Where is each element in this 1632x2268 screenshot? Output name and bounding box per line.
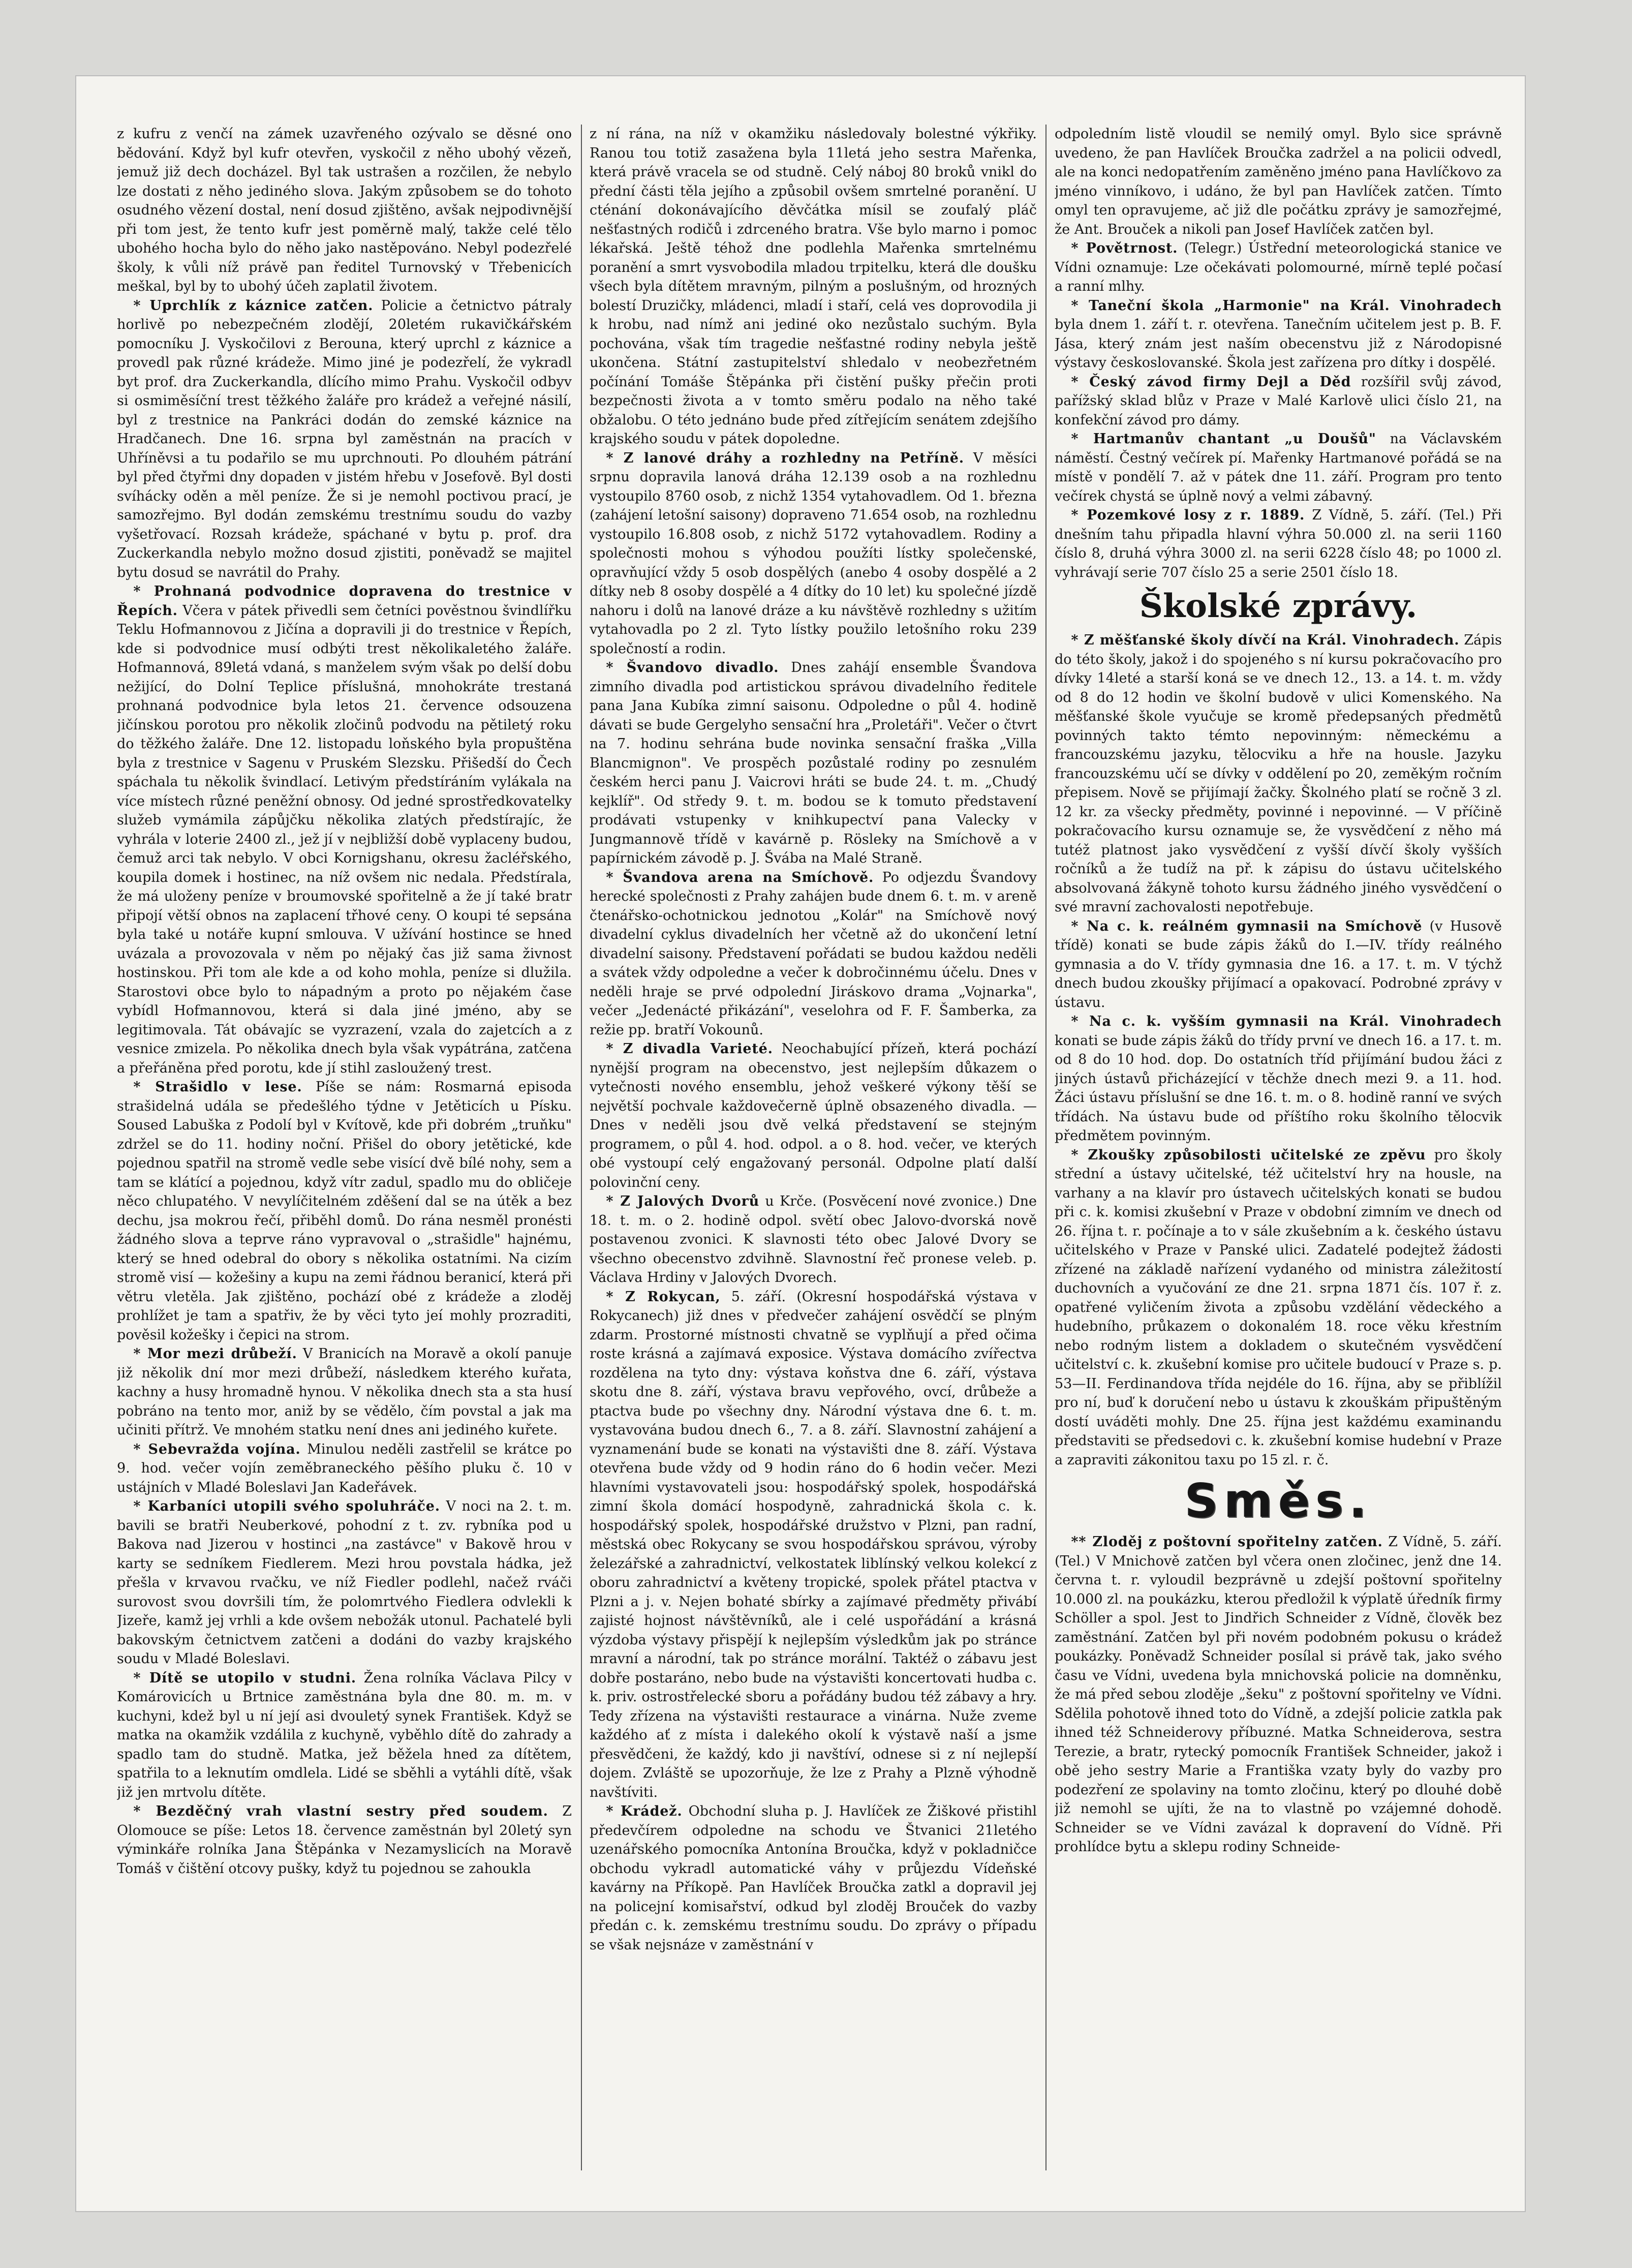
news-item-headline: * Prohnaná podvodnice dopravena do trestnice v Řepích. [117, 584, 572, 619]
news-item [1055, 296, 1502, 373]
news-item-text: na Václavském náměstí. Čestný večírek pí. Mařenky Hartmanové pořádá se na místě v pondělí 7. až v pátek dne 11. září. Program pro tento večírek chystá se úplně nový a velmi zábavný. [1055, 431, 1502, 504]
news-item-headline: * Bezděčný vrah vlastní sestry před soudem. [133, 1803, 548, 1819]
news-item-text: V noci na 2. t. m. bavili se bratři Neuberkové, pohodní z t. zv. rybníka pod u Bakova nad Jizerou v hostinci „na zastávce" v Bakově hrou v karty se sedníkem Fiedlerem. Mezi hrou povstala hádka, jež přešla v krvavou rvačku, ve níž Fiedler podlehl, načež rváči surovost svou dovršili tím, že polomrtvého Fiedlera odvlekli k Jizeře, kamž jej vrhli a kde ovšem nebožák utonul. Pachatelé byli bakovským četnictvem zatčeni a dodáni do vazby krajského soudu v Mladé Boleslavi. [117, 1498, 572, 1667]
news-item [1055, 125, 1502, 239]
news-item-text: Policie a četnictvo pátraly horlivě po nebezpečném zlodějí, 20letém rukavičkářském pomocníku J. Vyskočilovi z Berouna, který uprchl z káznice a provedl pak různé krádeže. Mimo jiné je podezřelí, že vykradl byt prof. dra Zuckerkandla, dlícího mimo Prahu. Vyskočil odbyv si osmiměsíční trest těžkého žaláře pro krádež a veřejné násilí, byl z trestnice na Pankráci dodán do zemské káznice na Hradčanech. Dne 16. srpna byl zaměstnán na pracích v Uhříněvsi a tu podařilo se mu uprchnouti. Po dlouhém pátrání byl před čtyřmi dny dopaden v jistém hřebu v Josefově. Byl dosti svíhácky oděn a měl peníze. Že si je nemohl poctivou prací, je samozřejmo. Byl dodán zemskému trestnímu soudu do vazby vyšetřovací. Rozsah krádeže, spáchané v bytu p. prof. dra Zuckerkandla nebylo možno dosud zjistiti, poněvadž se majitel bytu dosud se navrátil do Prahy. [117, 297, 572, 580]
news-item-headline: * Na c. k. reálném gymnasii na Smíchově [1071, 918, 1423, 934]
news-item-text: (Telegr.) Ústřední meteorologická stanice ve Vídni oznamuje: Lze očekávati polomourné, mírně teplé počasí a ranní mlhy. [1055, 240, 1502, 294]
news-item [1055, 1533, 1502, 1857]
news-item-text: V měsíci srpnu dopravila lanová dráha 12.139 osob a na rozhlednu vystoupilo 8760 osob, z nichž 1354 vytahovadlem. Od 1. března (zahájení letošní saisony) dopraveno 71.654 osob, na rozhlednu vystoupilo 16.808 osob, z nichž 5172 vytahovadlem. Rodiny a společnosti mohou s výhodou použíti lístky společenské, opravňující vždy 5 osob dospělých (anebo 4 osoby dospělé a 2 dítky neb 8 osoby dospělé a 4 dítky do 10 let) ku společné jízdě nahoru i dolů na lanové dráze a ku návštěvě rozhledny s užitím vytahovadla po 2 zl. Tyto lístky použilo letošního roku 239 společností a rodin. [590, 450, 1037, 657]
news-item-text: Žena rolníka Václava Pilcy v Komárovicích u Brtnice zaměstnána byla dne 80. m. m. v kuchyni, kdež byl u ní její asi dvouletý synek František. Když se matka na okamžik vzdálila z kuchyně, vyběhlo dítě do zahrady a spadlo tam do studně. Matka, jež běžela hned za dítětem, spatřila to a leknutím omdlela. Lidé se sběhli a vytáhli dítě, však již jen mrtvolu dítěte. [117, 1670, 572, 1800]
news-item-text: (v Husově třídě) konati se bude zápis žáků do I.—IV. třídy reálného gymnasia a do V. třídy gymnasia dne 16. a 17. t. m. V týchž dnech budou zkoušky přijímací a opakovací. Podrobné zprávy v ústavu. [1055, 918, 1502, 1010]
news-item [1055, 917, 1502, 1013]
news-item [590, 125, 1037, 449]
news-item-text: Z Vídně, 5. září. (Tel.) V Mnichově zatčen byl včera onen zločinec, jenž dne 14. června t. r. vyloudil bezprávně u zdejší poštovní spořitelny 10.000 zl. na poukázku, kterou předložil k výplatě úředník firmy Schöller a spol. Jest to Jindřich Schneider z Vídně, člověk bez zaměstnání. Zatčen byl při novém podobném pokusu o krádež poukázky. Poněvadž Schneider posílal si právě tak, jako svého času ve Vídni, uvedena byla mnichovská policie na domněnku, že má před sebou zloděje „šeku" z poštovní spořitelny ve Vídni. Sdělila pohotově ihned toto do Vídně, a zdejší policie zatkla pak ihned též Schneiderovy příbuzné. Matka Schneiderova, sestra Terezie, a bratr, rytecký pomocník František Schneider, jakož i obě jeho sestry Marie a Františka vzaty byly do vazby pro podezření ze spolaviny na tomto zločinu, který po dlouhé době již nemohl se ujíti, že na to vlastně po vzájemné dohodě. Schneider se ve Vídni zavázal k dopravení do Vídně. Při prohlídce bytu a sklepu rodiny Schneide- [1055, 1534, 1502, 1855]
news-item-headline: * Mor mezi drůbeží. [133, 1346, 297, 1362]
column-rule-right [1045, 125, 1046, 2170]
news-item-text: Minulou neděli zastřelil se krátce po 9. hod. večer vojín zeměbraneckého pěšího pluku č. 10 v ustájních v Mladé Boleslavi Jan Kadeřávek. [117, 1441, 572, 1495]
news-item-headline: ** Zloděj z poštovní spořitelny zatčen. [1071, 1534, 1383, 1550]
news-item [1055, 1012, 1502, 1146]
news-item [1055, 430, 1502, 506]
news-item [1055, 506, 1502, 582]
news-item [590, 1288, 1037, 1802]
news-item-headline: * Švandova arena na Smíchově. [606, 869, 874, 885]
column-left [117, 125, 572, 2170]
news-item [1055, 239, 1502, 296]
news-item-text: pro školy střední a ústavy učitelské, též učitelství hry na housle, na varhany a na klavír pro ústavech učitelských konati se budou při c. k. komisi zkušební v Praze v obdobní zimním ve dnech od 26. října t. r. počínaje a to v sále zkušebním a k. českého ústavu učitelského v Praze v Panské ulici. Zadatelé podejtež žádosti zřízené na základě nařízení vydaného od ministra záležitostí duchovních a vyučování ze dne 21. srpna 1871 čís. 107 ř. z. opatřené vyličením života a způsobu vzdělání vědeckého a hudebního, průkazem o dokonalém 18. roce věku křestním nebo rodným listem a dokladem o skutečném vysvědčení učitelství c. k. zkušební komise pro učitele budoucí v Praze s. p. 53—II. Ferdinandova třída nejdéle do 16. října, aby se přiblížil pro ní, buď k doručení nebo u ústavu k zkouškám připuštěným dostí uváděti mohly. Dne 25. října jest každému examinandu představiti se předsedovi c. k. zkušební komise hudební v Praze a zapraviti zákonitou taxu po 15 zl. r. č. [1055, 1147, 1502, 1468]
column-rule-left [581, 125, 582, 2170]
section-heading-school-news: Školské zprávy. [1139, 587, 1418, 625]
news-item-headline: * Z lanové dráhy a rozhledny na Petříně. [606, 450, 964, 466]
news-item [117, 1497, 572, 1669]
news-item-text: konati se bude zápis žáků do třídy první ve dnech 16. a 17. t. m. od 8 do 10 hod. dop. Do ostatních tříd přijímání budou žáci z jiných ústavů přicházející v těchže dnech mezi 9. a 11. hod. Žáci ústavu příslušní se dne 16. t. m. o 8. hodině ranní ve svých třídách. Na ústavu bude od příštího roku školního tělocvik předmětem povinným. [1055, 1032, 1502, 1144]
news-item [590, 1192, 1037, 1288]
news-item-text: u Krče. (Posvěcení nové zvonice.) Dne 18. t. m. o 2. hodině odpol. světí obec Jalovo-dvorská nově postavenou zvonici. K slavnosti této obec Jalové Dvory se všechno obecenstvo zdvihně. Slavnostní řeč pronese veleb. p. Václava Hrdiny v Jalových Dvorech. [590, 1193, 1037, 1285]
news-item [117, 1440, 572, 1497]
news-item-headline: * Z Rokycan, [606, 1289, 721, 1305]
column-right-miscellany [1055, 1533, 1502, 1857]
news-item [117, 1669, 572, 1802]
news-item-text: z kufru z venčí na zámek uzavřeného ozývalo se děsné ono bědování. Když byl kufr otevřen, vyskočil z něho ubohý vězeň, jemuž již dech docházel. Byl tak ustrašen a rozčilen, že nebylo lze dostati z něho jediného slova. Jakým způsobem se do tohoto osudného vězení dostal, není dosud zjištěno, avšak nejpodivnější při tom jest, že tento kufr jest poměrně malý, takže celé tělo ubohého hocha bylo do něho jako nastěpováno. Nebyl podezřelé školy, k vůli níž právě pan ředitel Turnovský v Třebenicích meškal, byl by to ubohý účeh zaplatil životem. [117, 126, 572, 294]
news-item [117, 1802, 572, 1878]
column-right-school-news [1055, 631, 1502, 1469]
column-right [1055, 125, 1502, 2170]
news-item-text: Z Vídně, 5. září. (Tel.) Při dnešním tahu připadla hlavní výhra 50.000 zl. na serii 1160 číslo 8, druhá výhra 3000 zl. na serii 6228 číslo 48; po 1000 zl. vyhrávají serie 707 číslo 25 a serie 2501 číslo 18. [1055, 507, 1502, 580]
news-item-text: Píše se nám: Rosmarná episoda strašidelná udála se předešlého týdne v Jetěticích u Písku. Soused Labuška z Podolí byl v Kvítově, kde při dobrém „truňku" zdržel se do 11. hodiny noční. Přišel do obory jetětické, kde pojednou spatřil na stromě vedle sebe visící dvě bílé nohy, sem a tam se klátící a pojednou, když vítr zadul, spadlo mu do obličeje něco chlupatého. V nevylíčitelném zděšení dal se na útěk a bez dechu, jsa mokrou řečí, přiběhl domů. Do rána nesměl pronésti žádného slova a teprve ráno vypravoval o „strašidle" hajnému, který se hned odebral do obory s několika ostatními. Na cizím stromě visí — kožešiny a kupu na zemi řádnou beranicí, která při větru vletěla. Jak zjištěno, pochází obé z krádeže a zloděj prohlížet je tam a spatřiv, že by věci tyto jeí mohly prozraditi, pověsil kožešky i čepici na strom. [117, 1079, 572, 1343]
news-item-text: Dnes zahájí ensemble Švandova zimního divadla pod artistickou správou divadelního ředitele pana Jana Kubíka zimní saisonu. Odpoledne o půl 4. hodině dávati se bude Gergelyho sensační hra „Proletáři". Večer o čtvrt na 7. hodinu sehrána bude novinka sensační fraška „Villa Blancmignon". Ve prospěch pozůstalé rodiny po zesnulém českém herci panu J. Vaicrovi hráti se bude 24. t. m. „Chudý kejklíř". Od středy 9. t. m. bodou se k tomuto představení prodávati vstupenky v knihkupectví pana Valecky v Jungmannově třídě v kavárně p. Rösleky na Smíchově a v papírnickém závodě p. J. Švába na Malé Straně. [590, 660, 1037, 866]
news-item-headline: * Povětrnost. [1071, 240, 1178, 256]
news-item-headline: * Taneční škola „Harmonie" na Král. Vinohradech [1071, 297, 1502, 314]
news-item [590, 1802, 1037, 1954]
news-item-text: Neochabující přízeň, která pochází nynější program na obecenstvo, jest nejlepším důkazem o vytečnosti nového ensemblu, jehož veškeré výkony těší se největší pochvale každovečerně úplně obsazeného divadla. — Dnes v neděli jsou dvě velká představení se stejným programem, o půl 4. hod. odpol. a o 8. hod. večer, ve kterých obé vystoupí celý engažovaný personál. Odpolne platí další polovinční ceny. [590, 1041, 1037, 1190]
news-item-headline: * Karbaníci utopili svého spoluhráče. [133, 1498, 440, 1514]
news-item-headline: * Strašidlo v lese. [133, 1079, 302, 1095]
news-item [1055, 631, 1502, 917]
news-item-headline: * Z divadla Varieté. [606, 1041, 773, 1057]
news-item [117, 296, 572, 583]
news-item-headline: * Hartmanův chantant „u Doušů" [1071, 431, 1376, 447]
news-item-text: Z Olomouce se píše: Letos 18. července zaměstnán byl 20letý syn výminkáře rolníka Jana Štěpánka v Nezamyslicích na Moravě Tomáš v čištění otcovy pušky, když tu pojednou se zahoukla [117, 1803, 572, 1877]
news-item [1055, 373, 1502, 430]
news-item [590, 868, 1037, 1040]
news-item-text: Včera v pátek přivedli sem četníci pověstnou švindlířku Teklu Hofmannovou z Jičína a dopravili ji do trestnice v Řepích, kde si podvodnice musí odbýti trest několikaletého žaláře. Hofmannová, 89letá vdaná, s manželem svým však po delší dobu nežijící, do Dolní Teplice příslušná, mnohokráte trestaná prohnaná podvodnice byla letos 21. července odsouzena jičínskou porotou pro několik zločinů podvodu na pětiletý roku do těžkého žaláře. Dne 12. listopadu loňského byla propuštěna byla z trestnice v Sagenu v Pruském Slezsku. Přišedší do Čech spáchala tu několik švindlací. Letivým předstíráním vylákala na více místech různé peněžní obnosy. Od jedné sprostředkovatelky služeb vymámila zápůjčku několika zlatých předstírajíc, že vyhrála v loterie 2400 zl., jež jí v nejbližší době vyplaceny budou, čemuž arci tak nebylo. V obci Kornigshanu, okresu žacléřského, koupila domek i hostinec, na níž ovšem nic nedala. Předstírala, že má uloženy peníze v broumovské spořitelně a že jí také bratr připojí větší obnos na zaplacení třhové ceny. O koupi té sepsána byla také u notáře kupní smlouva. V užívání hostince se hned uvázala a provozovala v něm po nějaký čas již sama živnost hostinskou. Při tom ale kde a od koho mohla, peníze si dlužila. Starostovi obce bylo to nápadným a proto po nějakém čase vybídl Hofmannovou, která si dala jiné jméno, aby se legitimovala. Tát obávajíc se vyzrazení, vzala do zajetcích a z vesnice zmizela. Po několika dnech byla však vypátrána, zatčena a přeřáněna před porotu, kde jí stihl zasloužený trest. [117, 602, 572, 1076]
news-item-headline: * Z Jalových Dvorů [606, 1193, 760, 1209]
news-item-text: rozšířil svůj závod, pařížský sklad blůz v Praze v Malé Karlově ulici číslo 21, na konfekční závod pro dámy. [1055, 374, 1502, 428]
news-item-headline: * Zkoušky způsobilosti učitelské ze zpěvu [1071, 1147, 1426, 1163]
news-item-headline: * Na c. k. vyšším gymnasii na Král. Vinohradech [1071, 1014, 1502, 1029]
news-item-headline: * Český závod firmy Dejl a Děd [1071, 374, 1351, 390]
news-item [117, 1344, 572, 1440]
news-item-text: V Branicích na Moravě a okolí panuje již několik dní mor mezi drůbeží, následkem kterého kuřata, kachny a husy hromadně hynou. V několika dnech sta a sta husí pobráno na tento mor, aniž by se vědělo, čím povstal a jak ma učiniti přítrž. Ve mnohém statku není dnes ani jediného kuřete. [117, 1346, 572, 1438]
news-item-text: 5. září. (Okresní hospodářská výstava v Rokycanech) již dnes v předvečer zahájení osvědčí se plným zdarm. Prostorné místnosti chvatně se vyplňují a před očima roste krásná a zajímavá exposice. Výstava domácího zvířectva rozdělena na tyto dny: výstava koňstva dne 6. září, výstava skotu dne 8. září, výstava bravu vepřového, ovcí, drůbeže a ptactva bude po všechny dny. Národní výstava dne 6. t. m. vystavována budou dnech 6., 7. a 8. září. Slavnostní zahájení a vyznamenání bude se konati na výstavišti dne 8. září. Výstava otevřena bude vždy od 9 hodin ráno do 6 hodin večer. Mezi hlavními vystavovateli jsou: hospodářský spolek, hospodářská zimní škola domácí hospodyně, zahradnická škola c. k. hospodářský spolek, hospodářské družstvo v Plzni, pan radní, městská obec Rokycany se svou hospodářskou správou, výroby železářské a zahradnictví, velkostatek liblínský velkou kolekcí z oboru zahradnictví a květeny tropické, spolek přátel ptactva v Plzni a j. v. Nejen bohaté sbírky a zajímavé předměty přivábí zajisté hojnost návštěvníků, ale i celé uspořádání a krásná výzdoba výstavy přispějí k nejlepším výsledkům jak po stránce mravní a národní, tak po stránce morální. Taktéž o zábavu jest dobře postaráno, nebo bude na výstavišti koncertovati hudba c. k. priv. ostrostřelecké sboru a pořádány budou též zábavy a hry. Tedy zřízena na výstavišti restaurace a vinárna. Nuže zveme každého ať z místa i dalekého okolí k výstavě naší a jsme přesvědčeni, že každý, kdo ji navštíví, odnese si z ní nejlepší dojem. Zvláště se upozorňuje, že lze z Prahy a Plzně výhodně navštíviti. [590, 1289, 1037, 1800]
news-item [1055, 1146, 1502, 1470]
news-item [117, 1078, 572, 1344]
news-item-text: Zápis do této školy, jakož i do spojeného s ní kursu pokračovacího pro dívky 14leté a starší koná se ve dnech 12., 13. a 14. t. m. vždy od 8 do 12 hodin ve školní budově v ulici Komenského. Na měšťanské škole vyučuje se kromě předepsaných předmětů povinných takto témto nepovinným: německému a francouzskému jazyku, tělocviku a hře na housle. Jazyku francouzskému učí se dívky v oddělení po 20, zeměkým ročním přepisem. Nově se přijímají žačky. Školného platí se ročně 3 zl. 12 kr. za všecky předměty, povinné i nepovinné. — V příčině pokračovacího kursu oznamuje se, že vysvědčení z něho má tutéž platnost jako vysvědčení z vyšší dívčí školy vyšších ročníků a že tudíž na př. k zápisu do ústavu učitelského absolvovaná žákyně tohoto kursu žádného jiného vysvědčení o své mravní zachovalosti nepotřebuje. [1055, 632, 1502, 915]
news-item-text: Obchodní sluha p. J. Havlíček ze Žiškové přistihl předevčírem odpoledne na schodu ve Štvanici 21letého uzenářského pomocníka Antonína Broučka, když v pokladničce obchodu vykradl automatické váhy v průjezdu Vídeňské kavárny na Příkopě. Pan Havlíček Broučka zatkl a dopravil jej na policejní komisařství, odkud byl zloděj Brouček do vazby předán c. k. zemskému trestnímu soudu. Do zprávy o případu se však nejsnáze v zaměstnání v [590, 1803, 1037, 1953]
news-item [117, 125, 572, 296]
news-item [590, 449, 1037, 659]
news-item-headline: * Pozemkové losy z r. 1889. [1071, 507, 1305, 523]
news-item-headline: * Z měšťanské školy dívčí na Král. Vinohradech. [1071, 632, 1460, 648]
section-heading-miscellany: Směs. [1184, 1474, 1372, 1528]
column-right-news [1055, 125, 1502, 582]
column-middle [590, 125, 1037, 2170]
news-item-text: z ní rána, na níž v okamžiku následovaly bolestné výkřiky. Ranou tou totiž zasažena byla 11letá jeho sestra Mařenka, která právě vracela se od studně. Celý náboj 80 broků vnikl do přední části těla jejího a způsobil ovšem smrtelné poranění. U cténání dokonávajícího děvčátka mísil se zoufalý pláč nešťastných rodičů i zdrceného bratra. Vše bylo marno i pomoc lékařská. Ještě téhož dne podlehla Mařenka smrtelnému poranění a smrt vysvobodila mladou trpitelku, která dle doušku všech byla dítětem mravným, pilným a poslušným, od hrozných bolestí Druzičky, mládenci, mladí i staří, celá ves doprovodila ji k hrobu, nad nímž ani jediné oko nezůstalo suchým. Byla pochována, však tím tragedie nešťastné rodiny nebyla ještě ukončena. Státní zastupitelství shledalo v neobezřetném počínání Tomáše Štěpánka při čistění pušky přečin proti bezpečnosti života a v tomto směru podalo na něho také obžalobu. O této jednáno bude před zítřejícím senátem zdejšího krajského soudu v pátek dopoledne. [590, 126, 1037, 447]
news-item [590, 1039, 1037, 1192]
news-item [117, 582, 572, 1078]
news-item-headline: * Sebevražda vojína. [133, 1441, 301, 1457]
news-item-headline: * Krádež. [606, 1803, 683, 1819]
news-item-headline: * Švandovo divadlo. [606, 660, 779, 676]
newspaper-page [76, 76, 1525, 2211]
news-item-text: byla dnem 1. září t. r. otevřena. Tanečním učitelem jest p. B. F. Jása, který znám jest naším obecenstvu již z Národopisné výstavy českoslovanské. Škola jest zařízena pro dítky i dospělé. [1055, 317, 1502, 371]
news-item-text: odpoledním listě vloudil se nemilý omyl. Bylo sice správně uvedeno, že pan Havlíček Broučka zadržel a na policii odvedl, ale na konci nedopatřením zaměněno jméno pana Havlíčkovo za jméno vinníkovo, i udáno, že byl pan Havlíček zatčen. Tímto omyl ten opravujeme, ač již dle počátku zprávy je samozřejmé, že Ant. Brouček a nikoli pan Josef Havlíček zatčen byl. [1055, 126, 1502, 237]
news-item-headline: * Uprchlík z káznice zatčen. [133, 297, 374, 314]
news-item-text: Po odjezdu Švandovy herecké společnosti z Prahy zahájen bude dnem 6. t. m. v areně čtenářsko-ochotnickou jednotou „Kolár" na Smíchově nový divadelní cyklus divadelních her včetně až do ukončení letní divadelní saisony. Představení pořádati se budou každou neděli a svátek vždy odpoledne a večer k dobročinnému účelu. Dnes v neděli hraje se prvé odpolední Jiráskovo drama „Vojnarka", večer „Jedenácté přikázání", veselohra od F. F. Šamberka, za režie pp. bratří Vokounů. [590, 869, 1037, 1038]
news-item [590, 658, 1037, 868]
news-item-headline: * Dítě se utopilo v studni. [133, 1670, 356, 1686]
